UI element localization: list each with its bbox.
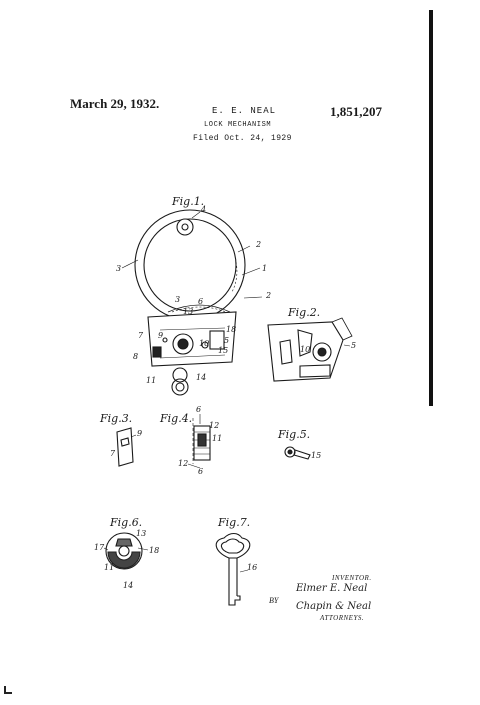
ref-15-fig1: 15 <box>218 346 229 355</box>
ref-6-fig1: 6 <box>198 297 204 306</box>
fig3-label: Fig.3. <box>100 412 133 425</box>
attorneys-caption: ATTORNEYS. <box>320 614 365 622</box>
ref-8: 8 <box>133 352 139 361</box>
inventor-signature: Elmer E. Neal <box>296 583 368 594</box>
ref-16: 16 <box>247 563 258 572</box>
ref-6-fig4-top: 6 <box>196 405 202 414</box>
ref-18-fig1: 18 <box>226 325 237 334</box>
ref-9-fig3: 9 <box>137 429 143 438</box>
fig2-label: Fig.2. <box>288 306 321 319</box>
ref-12-fig4-top: 12 <box>209 421 220 430</box>
ref-13-fig6: 13 <box>136 529 147 538</box>
ref-18-fig6: 18 <box>149 546 160 555</box>
ref-11-fig4: 11 <box>212 434 223 443</box>
ref-17: 17 <box>94 543 105 552</box>
ref-12-fig4-bottom: 12 <box>178 459 189 468</box>
fig1-handcuff-drawing <box>135 210 245 395</box>
ref-10-fig2: 10 <box>300 345 311 354</box>
ref-2-upper: 2 <box>256 240 262 249</box>
fig7-key-drawing <box>216 534 250 606</box>
ref-15-fig5: 15 <box>311 451 322 460</box>
ref-3-center: 3 <box>175 295 181 304</box>
ref-11-fig1: 11 <box>146 376 157 385</box>
ref-7-fig1: 7 <box>138 331 144 340</box>
attorney-signature: Chapin & Neal <box>296 601 372 612</box>
ref-5-fig2: 5 <box>351 341 357 350</box>
ref-10-fig1: 10 <box>199 339 210 348</box>
fig3-drawing <box>117 428 136 466</box>
ref-1: 1 <box>262 264 268 273</box>
fig4-label: Fig.4. <box>160 412 193 425</box>
fig5-drawing <box>285 447 310 459</box>
ref-14-fig1: 14 <box>196 373 207 382</box>
patent-number: 1,851,207 <box>330 104 382 119</box>
ref-3-left: 3 <box>116 264 122 273</box>
ref-7-fig3: 7 <box>110 449 116 458</box>
ref-9-fig1: 9 <box>158 331 164 340</box>
patent-date: March 29, 1932. <box>70 96 160 111</box>
ref-14-fig6: 14 <box>123 581 134 590</box>
ref-5-fig1: 5 <box>224 336 230 345</box>
ref-13-fig1: 13 <box>183 307 194 316</box>
ref-6-fig4-bottom: 6 <box>198 467 204 476</box>
inventor-caption: INVENTOR. <box>332 574 372 582</box>
fig1-label: Fig.1. <box>172 195 205 208</box>
fig6-label: Fig.6. <box>110 516 143 529</box>
patent-title: LOCK MECHANISM <box>204 121 272 129</box>
by-caption: BY <box>269 596 279 605</box>
fig5-label: Fig.5. <box>278 428 311 441</box>
filed-date: Filed Oct. 24, 1929 <box>193 134 292 143</box>
ref-2-lower: 2 <box>266 291 272 300</box>
ref-11-fig6: 11 <box>104 563 115 572</box>
fig7-label: Fig.7. <box>218 516 251 529</box>
ref-4: 4 <box>201 205 207 214</box>
inventor-name: E. E. NEAL <box>212 106 277 116</box>
